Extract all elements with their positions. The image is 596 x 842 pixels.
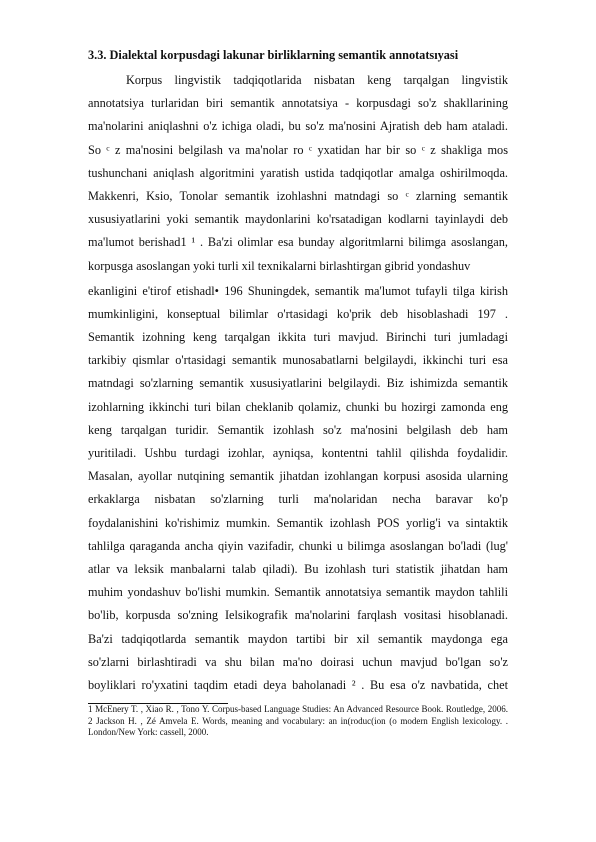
text-line: Masalan, ayollar nutqining semantik jihatdan izohlangan korpusi asosida ularning	[88, 469, 508, 484]
text-line: tarkibiy qismlar o'rtasidagi semantik munosabatlarni belgilaydi, ikkinchi turi esa	[88, 353, 508, 368]
text-line: keng tarqalgan turidir. Semantik izohlash so'z ma'nosini belgilash deb ham	[88, 422, 508, 437]
text-line: Ba'zi tadqiqotlarda semantik maydon tartibi bir xil semantik maydonga ega	[88, 631, 508, 646]
text-line: yuritiladi. Ushbu turdagi izohlar, ayniqsa, kontentni tahlil qilishda foydalidir.	[88, 446, 508, 460]
footnotes	[88, 704, 508, 739]
text-line: izohlarning ikkinchi turi bilan cheklanib qolamiz, chunki bu hozirgi zamonda eng	[88, 399, 508, 414]
text-line: boyliklari ro'yxatini taqdim etadi deya baholanadi ² . Bu esa o'z navbatida, chet	[88, 677, 508, 692]
text-line: tahlilga qaraganda ancha qiyin vazifadir, chunki u bilimga asoslangan bo'ladi (lug'	[88, 538, 508, 553]
footnote: 2 Jackson H. , Zé Amvela E. Words, meaning and vocabulary: an in(roduc(ion (o modern English lexicology. .	[88, 715, 508, 726]
text-line: ma'nolarini aniqlashni o'z ichiga oladi, bu so'z ma'nosini Ajratish deb ham ataladi.	[88, 119, 508, 134]
footnote: 1 McEnery T. , Xiao R. , Tono Y. Corpus-based Language Studies: An Advanced Resource Book. Routledge, 2006.	[88, 704, 508, 715]
text-line: annotatsiya turlaridan biri semantik annotatsiya - korpusdagi so'z shakllarining	[88, 96, 508, 111]
text-line: erkaklarga nisbatan so'zlarning turli ma'nolaridan necha baravar ko'p	[88, 492, 508, 507]
text-line: Korpus lingvistik tadqiqotlarida nisbatan keng tarqalgan lingvistik	[126, 73, 508, 87]
text-line: bo'lib, korpusda so'zning Ielsikografik ma'nolarini farqlash vositasi hisoblanadi.	[88, 608, 508, 623]
text-line: mumkinligini, konseptual bilimlar o'rtasidagi ko'prik deb hisoblashadi 197 .	[88, 306, 508, 321]
text-line: muhim yondashuv bo'lishi mumkin. Semantik annotatsiya semantik maydon tahlili	[88, 585, 508, 600]
text-line: ma'lumot berishad1 ¹ . Ba'zi olimlar esa bunday algoritmlarni bilimga asoslangan,	[88, 235, 508, 250]
text-line: foydalanishini ko'rishimiz mumkin. Semantik izohlash POS yorlig'i va sintaktik	[88, 515, 508, 530]
text-line: xususiyatlarini yoki semantik maydonlarini ko'rsatadigan kodlarni tayinlaydi deb	[88, 212, 508, 227]
text-line: tushunchani aniqlash algoritmini yaratish ustida tadqiqotlar amalga oshirilmoqda.	[88, 165, 508, 180]
text-line: Makkenri, Ksio, Tonolar semantik izohlashni matndagi so ᶜ zlarning semantik	[88, 188, 508, 203]
paragraph-2	[88, 280, 508, 697]
paragraph-1	[88, 69, 508, 278]
text-line: matndagi so'zlarning semantik xususiyatlarini belgilaydi. Biz ishimizda semantik	[88, 376, 508, 391]
text-line: korpusga asoslangan yoki turli xil texnikalarni birlashtirgan gibrid yondashuv	[88, 258, 471, 273]
text-line: Semantik izohning keng tarqalgan ikkita turi mavjud. Birinchi turi jumladagi	[88, 330, 508, 345]
section-heading: 3.3. Dialektal korpusdagi lakunar birliklarning semantik annotatsıyasi	[88, 48, 459, 62]
footnote: London/New York: cassell, 2000.	[88, 727, 209, 738]
document-page	[88, 47, 508, 739]
text-line: So ᶜ z ma'nosini belgilash va ma'nolar ro ᶜ yxatidan har bir so ᶜ z shakliga mos	[88, 142, 508, 157]
text-line: so'zlarni birlashtiradi va shu bilan ma'no doirasi uchun mavjud bo'lgan so'z	[88, 654, 508, 669]
text-line: atlar va leksik manbalarni talab qiladi). Bu izohlash turi statistik jihatdan ham	[88, 561, 508, 576]
text-line: ekanligini e'tirof etishadl• 196 Shuningdek, semantik ma'lumot tufayli tilga kirish	[88, 283, 508, 298]
